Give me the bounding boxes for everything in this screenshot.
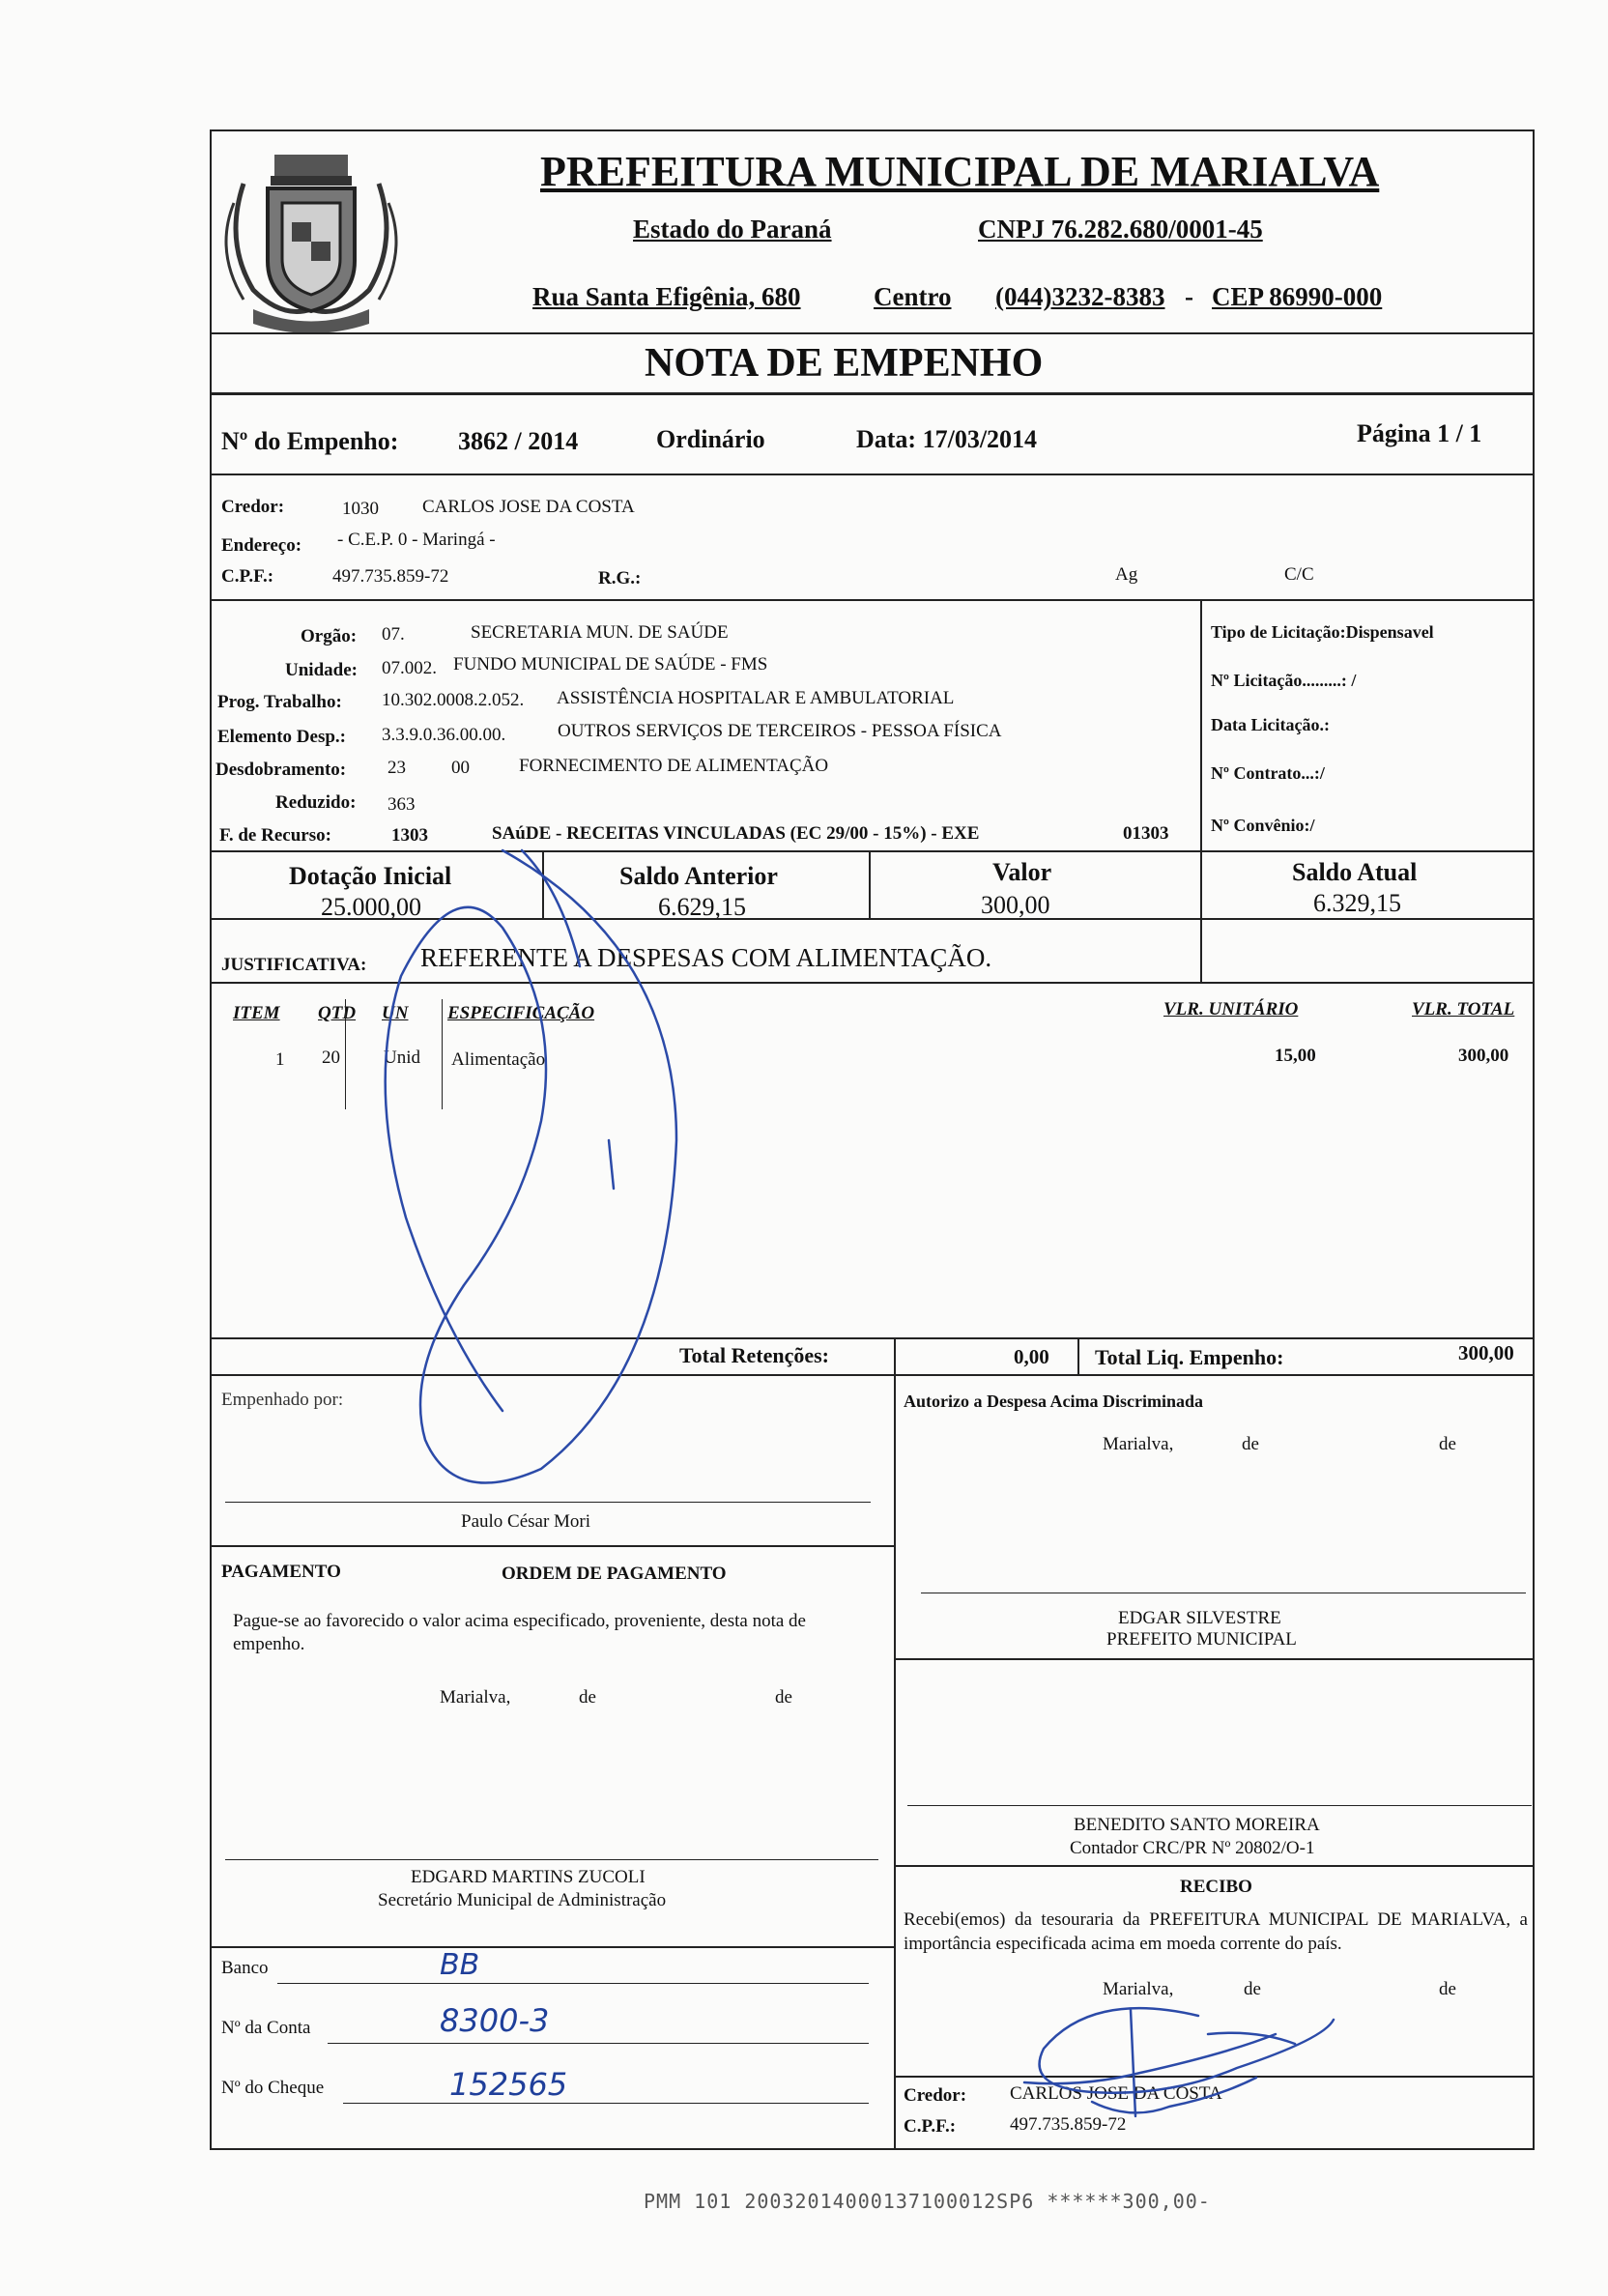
contrato-numero: Nº Contrato...:/ bbox=[1211, 763, 1325, 783]
justificativa-text: REFERENTE A DESPESAS COM ALIMENTAÇÃO. bbox=[420, 943, 992, 972]
prefeito-title: PREFEITO MUNICIPAL bbox=[1106, 1629, 1297, 1650]
recurso-label: F. de Recurso: bbox=[219, 825, 331, 846]
cnpj-label: CNPJ 76.282.680/0001-45 bbox=[978, 215, 1263, 244]
address-street: Rua Santa Efigênia, 680 bbox=[532, 282, 801, 311]
pagamento-text: Pague-se ao favorecido o valor acima especificado, proveniente, desta nota de empenho. bbox=[233, 1611, 806, 1654]
elemento-label: Elemento Desp.: bbox=[217, 727, 346, 747]
secretario-name: EDGARD MARTINS ZUCOLI bbox=[411, 1867, 646, 1887]
prog-code: 10.302.0008.2.052. bbox=[382, 690, 525, 710]
empenho-date: Data: 17/03/2014 bbox=[856, 425, 1038, 453]
document-title: NOTA DE EMPENHO bbox=[645, 341, 1044, 386]
col-qtd-header: QTD bbox=[318, 1003, 357, 1023]
valor-label: Valor bbox=[992, 858, 1052, 886]
row-unit-value: 15,00 bbox=[1275, 1046, 1316, 1066]
ag-label: Ag bbox=[1115, 564, 1138, 585]
prog-label: Prog. Trabalho: bbox=[217, 692, 342, 712]
recibo-text: Recebi(emos) da tesouraria da PREFEITURA MUNICIPAL DE MARIALVA, a importância especificada acima em moeda corrente do país. bbox=[904, 1909, 1528, 1954]
licitacao-tipo-text: Tipo de Licitação:Dispensavel bbox=[1211, 622, 1434, 642]
secretario-title: Secretário Municipal de Administração bbox=[378, 1890, 667, 1910]
recibo-cpf-label: C.P.F.: bbox=[904, 2116, 957, 2137]
cpf-label: C.P.F.: bbox=[221, 566, 274, 587]
contador-name: BENEDITO SANTO MOREIRA bbox=[1074, 1815, 1320, 1835]
recibo-credor-label: Credor: bbox=[904, 2085, 967, 2106]
dotacao-value: 25.000,00 bbox=[321, 893, 421, 921]
empenho-type: Ordinário bbox=[656, 425, 765, 453]
pagamento-label: PAGAMENTO bbox=[221, 1562, 341, 1582]
licitacao-numero: Nº Licitação.........: / bbox=[1211, 671, 1357, 690]
address-dash: - bbox=[1185, 282, 1193, 311]
elemento-code: 3.3.9.0.36.00.00. bbox=[382, 725, 506, 745]
saldo-anterior-label: Saldo Anterior bbox=[619, 862, 778, 890]
recibo-de-2: de bbox=[1439, 1979, 1456, 1999]
rg-label: R.G.: bbox=[598, 568, 642, 588]
ordem-pagamento-label: ORDEM DE PAGAMENTO bbox=[502, 1564, 727, 1584]
justificativa-label: JUSTIFICATIVA: bbox=[221, 955, 367, 975]
recurso-name: SAúDE - RECEITAS VINCULADAS (EC 29/00 - 15%) - EXE bbox=[492, 823, 980, 844]
recurso-code: 1303 bbox=[391, 825, 428, 846]
address-district: Centro bbox=[874, 282, 952, 311]
col-spec-header: ESPECIFICAÇÃO bbox=[447, 1003, 595, 1023]
convenio-numero: Nº Convênio:/ bbox=[1211, 816, 1315, 835]
saldo-atual-value: 6.329,15 bbox=[1313, 889, 1401, 917]
orgao-code: 07. bbox=[382, 624, 405, 645]
conta-value: 8300-3 bbox=[440, 2002, 550, 2039]
empenho-number: 3862 / 2014 bbox=[458, 427, 579, 455]
col-total-header: VLR. TOTAL bbox=[1412, 999, 1515, 1019]
unidade-code: 07.002. bbox=[382, 658, 437, 678]
contador-title: Contador CRC/PR Nº 20802/O-1 bbox=[1070, 1838, 1315, 1858]
desdobramento-name: FORNECIMENTO DE ALIMENTAÇÃO bbox=[519, 756, 829, 776]
banco-value: BB bbox=[440, 1948, 480, 1982]
recibo-city: Marialva, bbox=[1103, 1979, 1174, 1999]
licitacao-data: Data Licitação.: bbox=[1211, 715, 1330, 734]
pagamento-city: Marialva, bbox=[440, 1687, 511, 1708]
recurso-number: 01303 bbox=[1123, 823, 1169, 844]
recibo-credor-name: CARLOS JOSE DA COSTA bbox=[1010, 2083, 1222, 2104]
liquido-value: 300,00 bbox=[1458, 1341, 1514, 1364]
footer-code: PMM 101 20032014000137100012SP6 ******300,00- bbox=[644, 2190, 1211, 2213]
recibo-title: RECIBO bbox=[1180, 1877, 1252, 1897]
cc-label: C/C bbox=[1284, 564, 1314, 585]
desdobramento-code: 23 bbox=[388, 758, 406, 778]
reduzido-label: Reduzido: bbox=[275, 792, 357, 813]
orgao-name: SECRETARIA MUN. DE SAÚDE bbox=[471, 622, 729, 643]
col-un-header: UN bbox=[382, 1003, 409, 1023]
credor-name: CARLOS JOSE DA COSTA bbox=[422, 497, 635, 517]
licitacao-tipo bbox=[1211, 622, 1434, 643]
prefeito-name: EDGAR SILVESTRE bbox=[1118, 1608, 1281, 1628]
credor-label: Credor: bbox=[221, 497, 285, 517]
orgao-label: Orgão: bbox=[301, 626, 358, 646]
empenhado-label: Empenhado por: bbox=[221, 1390, 344, 1410]
endereco-label: Endereço: bbox=[221, 535, 302, 556]
phone-number: (044)3232-8383 bbox=[995, 282, 1165, 311]
unidade-name: FUNDO MUNICIPAL DE SAÚDE - FMS bbox=[453, 654, 768, 674]
row-total-value: 300,00 bbox=[1458, 1046, 1509, 1066]
autorizo-text: Autorizo a Despesa Acima Discriminada bbox=[904, 1392, 1203, 1411]
col-item-header: ITEM bbox=[233, 1003, 280, 1023]
row-spec: Alimentação bbox=[451, 1049, 546, 1070]
autorizo-de-1: de bbox=[1242, 1434, 1259, 1454]
reduzido-value: 363 bbox=[388, 794, 416, 815]
desdobramento-sub: 00 bbox=[451, 758, 470, 778]
pagamento-de-2: de bbox=[775, 1687, 792, 1708]
endereco-value: - C.E.P. 0 - Maringá - bbox=[337, 530, 496, 550]
banco-label: Banco bbox=[221, 1958, 269, 1978]
cep-label: CEP 86990-000 bbox=[1212, 282, 1383, 311]
elemento-name: OUTROS SERVIÇOS DE TERCEIROS - PESSOA FÍSICA bbox=[558, 721, 1002, 741]
liquido-label: Total Liq. Empenho: bbox=[1095, 1345, 1284, 1369]
nota-de-empenho-form bbox=[210, 129, 1535, 2150]
desdobramento-label: Desdobramento: bbox=[215, 760, 347, 780]
cheque-label: Nº do Cheque bbox=[221, 2078, 325, 2098]
row-qtd: 20 bbox=[322, 1048, 340, 1068]
cheque-value: 152565 bbox=[449, 2066, 568, 2103]
pagamento-de-1: de bbox=[579, 1687, 596, 1708]
prefeitura-title: PREFEITURA MUNICIPAL DE MARIALVA bbox=[540, 148, 1380, 195]
recibo-de-1: de bbox=[1244, 1979, 1261, 1999]
page-number: Página 1 / 1 bbox=[1357, 419, 1482, 447]
saldo-anterior-value: 6.629,15 bbox=[658, 893, 746, 921]
credor-code: 1030 bbox=[342, 499, 379, 519]
retencoes-value: 0,00 bbox=[1014, 1345, 1049, 1368]
valor-value: 300,00 bbox=[981, 891, 1050, 919]
state-label: Estado do Paraná bbox=[633, 215, 832, 244]
dotacao-label: Dotação Inicial bbox=[289, 862, 452, 890]
autorizo-city: Marialva, bbox=[1103, 1434, 1174, 1454]
col-unit-header: VLR. UNITÁRIO bbox=[1163, 999, 1299, 1019]
cpf-value: 497.735.859-72 bbox=[332, 566, 449, 587]
conta-label: Nº da Conta bbox=[221, 2018, 311, 2038]
saldo-atual-label: Saldo Atual bbox=[1292, 858, 1418, 886]
row-item: 1 bbox=[275, 1049, 285, 1070]
empenho-number-label: Nº do Empenho: bbox=[221, 427, 399, 455]
unidade-label: Unidade: bbox=[285, 660, 358, 680]
retencoes-label: Total Retenções: bbox=[679, 1343, 829, 1367]
prog-name: ASSISTÊNCIA HOSPITALAR E AMBULATORIAL bbox=[557, 688, 955, 708]
autorizo-de-2: de bbox=[1439, 1434, 1456, 1454]
row-un: Unid bbox=[384, 1048, 420, 1068]
empenhado-name: Paulo César Mori bbox=[461, 1511, 591, 1532]
recibo-cpf: 497.735.859-72 bbox=[1010, 2114, 1127, 2135]
